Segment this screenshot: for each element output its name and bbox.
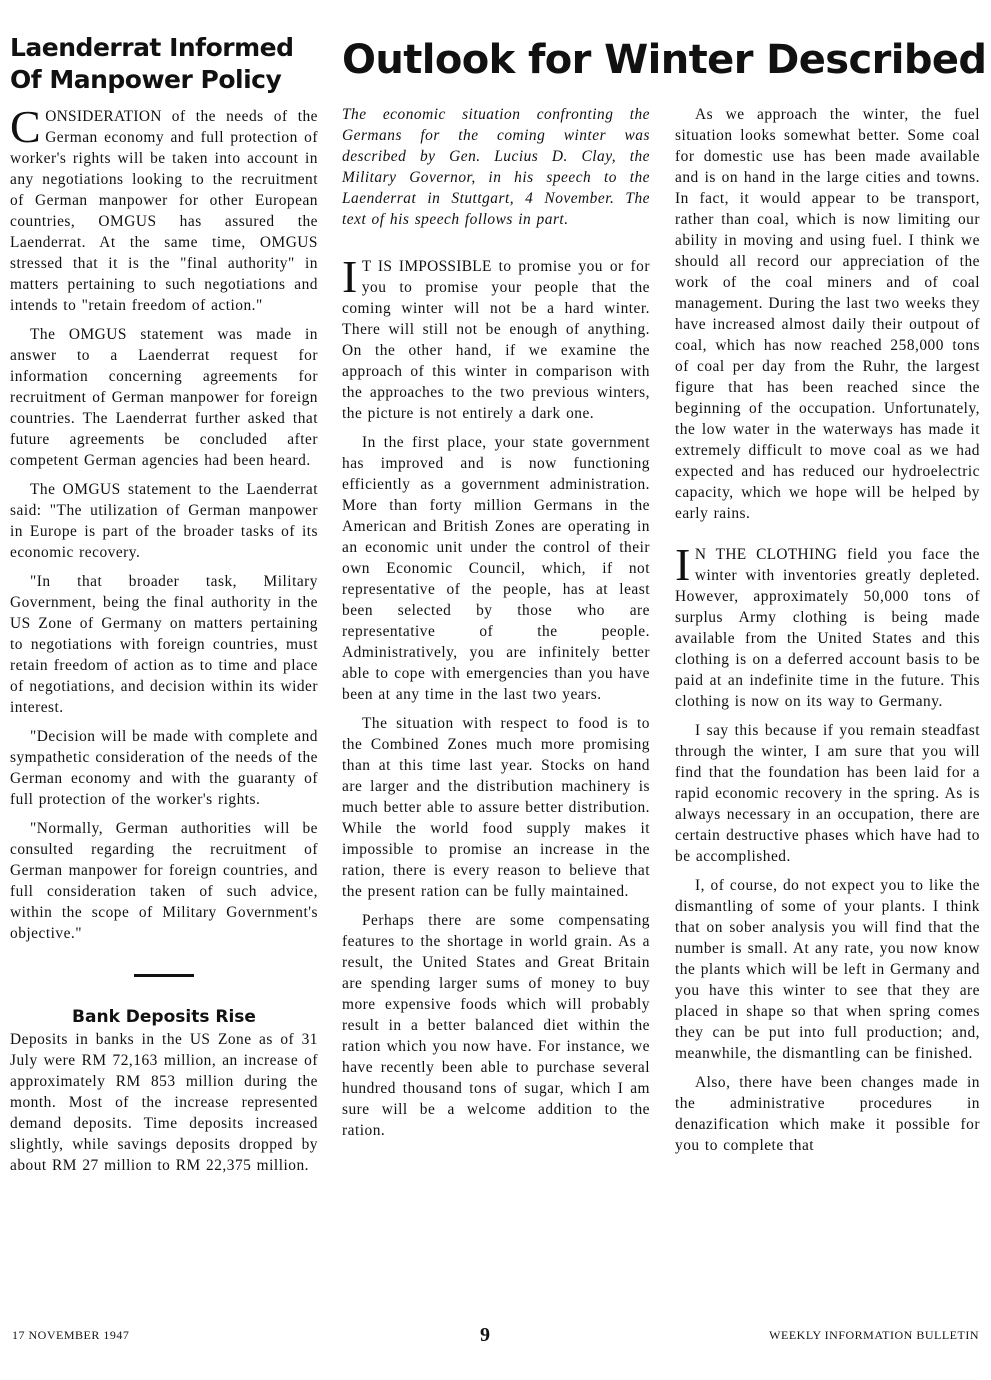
laenderrat-paragraph: "Normally, German authorities will be consulted regarding the recruitment of German manpower for foreign countries, and full consideration taken of such advice, within the scope of Military Government's objective." [10, 820, 318, 942]
speech-paragraph: I say this because if you remain steadfast through the winter, I am sure that you will find that the foundation has been laid for a rapid economic recovery in the spring. As is always necessary in an occupation, there are certain destructive phases which have had to be accomplished. [675, 722, 980, 865]
lead-text: to promise you or for you to promise your people that the coming winter will not be a hard winter. There will still not be enough of anything. On the other hand, if we examine the approach of this winter in comparison with the approaches to the two previous winters, the picture is not entirely a dark one. [342, 258, 650, 422]
spacer [342, 238, 650, 256]
laenderrat-paragraph: The OMGUS statement to the Laenderrat said: "The utilization of German manpower in Europe is part of the broader tasks of its economic recovery. [10, 481, 318, 561]
left-column [10, 101, 318, 1184]
laenderrat-headline: Laenderrat Informed Of Manpower Policy [10, 33, 294, 94]
laenderrat-lead-paragraph [10, 101, 318, 316]
right-column [675, 104, 980, 1164]
dropcap-i: I [342, 251, 358, 302]
dropcap-c: C [10, 101, 42, 152]
issue-date: 17 NOVEMBER 1947 [12, 1328, 130, 1342]
speech-paragraph: In the first place, your state government has improved and is now functioning efficiently as a government administration. More than forty million Germans in the American and British Zones are operating in an economic unit under the control of their own Economic Council, which, if not representative of the people, has at least been selected by those who are representative of the people. Administratively, you are infinitely better able to cope with emergencies than you have been at any time in the last two years. [342, 434, 650, 703]
lead-text: of the needs of the German economy and full protection of worker's rights will be taken into account in any negotiations looking to the recruitment of German manpower for other European countries, OMGUS has assured the Laenderrat. At the same time, OMGUS stressed that it is the "final authority" in matters pertaining to such negotiations and intends to "retain freedom of action." [10, 108, 318, 314]
speech-paragraph: Perhaps there are some compensating features to the shortage in world grain. As a result, the United States and Great Britain are spending larger sums of money to buy more expensive foods which will probably result in a better balanced diet within the ration which you now have. For instance, we have recently been able to purchase several hundred thousand tons of sugar, which I am sure will be a welcome addition to the ration. [342, 912, 650, 1139]
speech-paragraph: Also, there have been changes made in the administrative procedures in denazification which make it possible for you to complete that [675, 1074, 980, 1154]
section-divider [134, 974, 194, 977]
speech-paragraph: I, of course, do not expect you to like the dismantling of some of your plants. I think that on sober analysis you will find that the number is small. At any rate, you now know the plants which will be left in Germany and you have this winter to see that they are placed in shape so that when spring comes they can be put into full production; and, meanwhile, the dismantling can be finished. [675, 877, 980, 1062]
lead-caps: N THE CLOTHING [694, 546, 838, 563]
middle-column [342, 104, 650, 1149]
lead-caps: T IS IMPOSSIBLE [361, 258, 492, 275]
bank-deposits-paragraph: Deposits in banks in the US Zone as of 31 July were RM 72,163 million, an increase of approximately RM 853 million during the month. Most of the increase represented demand deposits. Time deposits increased slightly, while savings deposits dropped by about RM 27 million to RM 22,375 million. [10, 1031, 318, 1174]
spacer [675, 532, 980, 544]
page-number: 9 [480, 1324, 490, 1346]
laenderrat-paragraph: "In that broader task, Military Government, being the final authority in the US Zone of Germany on matters pertaining to negotiations with foreign countries, must retain freedom of action as to time and place of negotiations, and decision within its wider interest. [10, 573, 318, 716]
lead-caps: ONSIDERATION [45, 108, 162, 125]
publication-name: WEEKLY INFORMATION BULLETIN [769, 1328, 979, 1342]
laenderrat-paragraph: "Decision will be made with complete and sympathetic consideration of the needs of the German economy and with the guaranty of full protection of the worker's rights. [10, 728, 318, 808]
page-footer [0, 1324, 991, 1358]
bank-deposits-headline: Bank Deposits Rise [72, 1007, 256, 1027]
dropcap-i: I [675, 539, 691, 590]
speech-paragraph: The situation with respect to food is to the Combined Zones much more promising than at this time last year. Stocks on hand are larger and the distribution machinery is much better able to assure better distribution. While the world food supply makes it impossible to promise an increase in the ration, there is every reason to believe that the present ration can be fully maintained. [342, 715, 650, 900]
fuel-paragraph: As we approach the winter, the fuel situation looks somewhat better. Some coal for domestic use has been made available and is on hand in the large cities and towns. In fact, it would appear to be transport, rather than coal, which is now limiting our ability in moving and using fuel. I think we should all record our appreciation of the work of the coal miners and of coal management. During the last two weeks they have increased almost daily their outpout of coal, which has now reached 258,000 tons of coal per day from the Ruhr, the largest figure that has been reached since the beginning of the occupation. Unfortunately, the low water in the waterways has made it extremely difficult to move coal as we had expected and has reduced our hydroelectric capacity, which we hope will be helped by early rains. [675, 106, 980, 522]
clothing-lead-paragraph [675, 539, 980, 712]
laenderrat-paragraph: The OMGUS statement was made in answer to a Laenderrat request for information concerning agreements for recruitment of German manpower for foreign countries. The Laenderrat further asked that future agreements be concluded after competent German agencies had been heard. [10, 326, 318, 469]
speech-lead-paragraph [342, 251, 650, 424]
lead-text: field you face the winter with inventories greatly depleted. However, approximately 50,000 tons of surplus Army clothing is being made available from the United States and this clothing is on a deferred account basis to be paid at an indefinite time in the future. This clothing is now on its way to Germany. [675, 546, 980, 710]
outlook-headline: Outlook for Winter Described [342, 37, 987, 83]
speech-intro: The economic situation confronting the Germans for the coming winter was described by Gen. Lucius D. Clay, the Military Governor, in his speech to the Laenderrat in Stuttgart, 4 November. The text of his speech follows in part. [342, 106, 650, 228]
